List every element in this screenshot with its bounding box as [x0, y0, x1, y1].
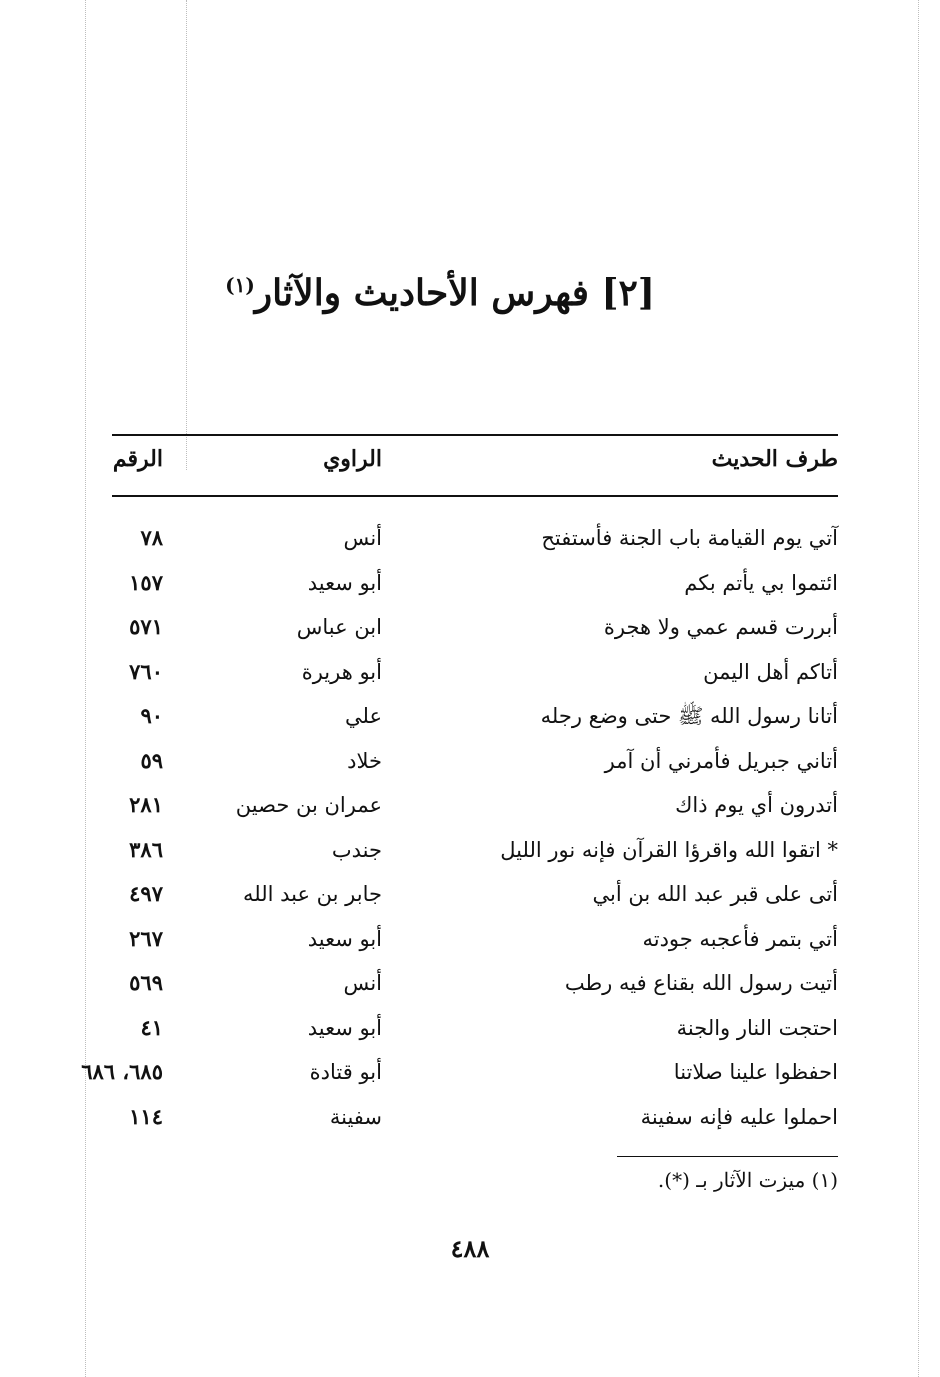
hadith-number: ٥٧١	[129, 614, 163, 639]
hadith-text: أتدرون أي يوم ذاك	[675, 793, 838, 817]
table-row	[112, 610, 838, 655]
narrator-name: أنس	[343, 526, 382, 550]
table-row	[112, 1011, 838, 1056]
hadith-number: ٣٨٦	[129, 836, 163, 862]
table-row	[112, 922, 838, 967]
hadith-text: أتاني جبريل فأمرني أن آمر	[604, 748, 838, 773]
narrator-name: أبو هريرة	[301, 659, 382, 684]
table-row	[112, 788, 838, 833]
hadith-number: ٥٦٩	[129, 970, 163, 995]
hadith-number: ٩٠	[140, 703, 163, 728]
hadith-text: أتي بتمر فأعجبه جودته	[642, 926, 838, 951]
table-row	[112, 566, 838, 611]
narrator-name: خلاد	[347, 748, 382, 773]
narrator-name: أبو سعيد	[307, 926, 382, 951]
table-row	[112, 1100, 838, 1145]
narrator-name: علي	[345, 704, 382, 728]
table-body	[81, 521, 838, 1144]
hadith-number: ٦٨٥، ٦٨٦	[81, 1059, 163, 1084]
hadith-number: ١٥٧	[129, 569, 163, 595]
table-row	[112, 699, 838, 744]
scan-dotted-line	[186, 0, 187, 470]
hadith-text: احتجت النار والجنة	[676, 1015, 838, 1040]
hadith-number: ١١٤	[129, 1103, 163, 1129]
table-row	[112, 877, 838, 922]
table-top-rule	[112, 434, 838, 436]
header-narrator: الراوي	[323, 446, 382, 472]
page-number: ٤٨٨	[450, 1234, 490, 1263]
table-row	[112, 655, 838, 700]
footnote: (١) ميزت الآثار بـ (*).	[657, 1168, 838, 1192]
hadith-text: احملوا عليه فإنه سفينة	[640, 1104, 838, 1129]
hadith-text: آتي يوم القيامة باب الجنة فأستفتح	[541, 526, 838, 550]
narrator-name: جابر بن عبد الله	[242, 882, 382, 906]
table-row	[112, 966, 838, 1011]
narrator-name: أبو سعيد	[307, 570, 382, 595]
narrator-name: جندب	[331, 837, 382, 862]
title-footnote-mark: (١)	[225, 273, 255, 297]
hadith-text: احفظوا علينا صلاتنا	[673, 1060, 838, 1084]
hadith-number: ٥٩	[140, 747, 163, 773]
hadith-text: أتى على قبر عبد الله بن أبي	[592, 882, 838, 906]
table-row	[81, 1055, 838, 1100]
header-number: الرقم	[112, 446, 163, 472]
hadith-number: ٧٦٠	[129, 658, 163, 684]
narrator-name: أنس	[343, 971, 382, 995]
narrator-name: سفينة	[329, 1104, 382, 1129]
narrator-name: ابن عباس	[296, 615, 382, 639]
hadith-text: أبررت قسم عمي ولا هجرة	[603, 615, 838, 639]
page-title	[200, 272, 680, 315]
hadith-text: أتيت رسول الله بقناع فيه رطب	[564, 971, 838, 995]
scan-dotted-line	[85, 0, 86, 1377]
hadith-number: ٤٩٧	[129, 881, 163, 906]
hadith-number: ٢٨١	[129, 792, 163, 817]
hadith-number: ٤١	[140, 1014, 163, 1040]
title-text: [٢] فهرس الأحاديث والآثار	[254, 272, 655, 314]
header-hadith: طرف الحديث	[711, 446, 838, 472]
hadith-text: أتاكم أهل اليمن	[703, 659, 838, 684]
hadith-number: ٢٦٧	[129, 925, 163, 951]
table-row	[112, 833, 838, 878]
footnote-rule	[617, 1156, 838, 1157]
hadith-text: أتانا رسول الله ﷺ حتى وضع رجله	[540, 704, 838, 728]
table-row	[112, 521, 838, 566]
hadith-text: * اتقوا الله واقرؤا القرآن فإنه نور الليل	[500, 837, 838, 862]
narrator-name: عمران بن حصين	[235, 793, 382, 817]
hadith-number: ٧٨	[140, 525, 163, 550]
table-header-rule	[112, 495, 838, 497]
table-row	[112, 744, 838, 789]
hadith-text: ائتموا بي يأتم بكم	[684, 570, 838, 595]
table-header	[112, 446, 838, 486]
narrator-name: أبو قتادة	[309, 1060, 382, 1084]
narrator-name: أبو سعيد	[307, 1015, 382, 1040]
scan-dotted-line	[918, 0, 919, 1377]
